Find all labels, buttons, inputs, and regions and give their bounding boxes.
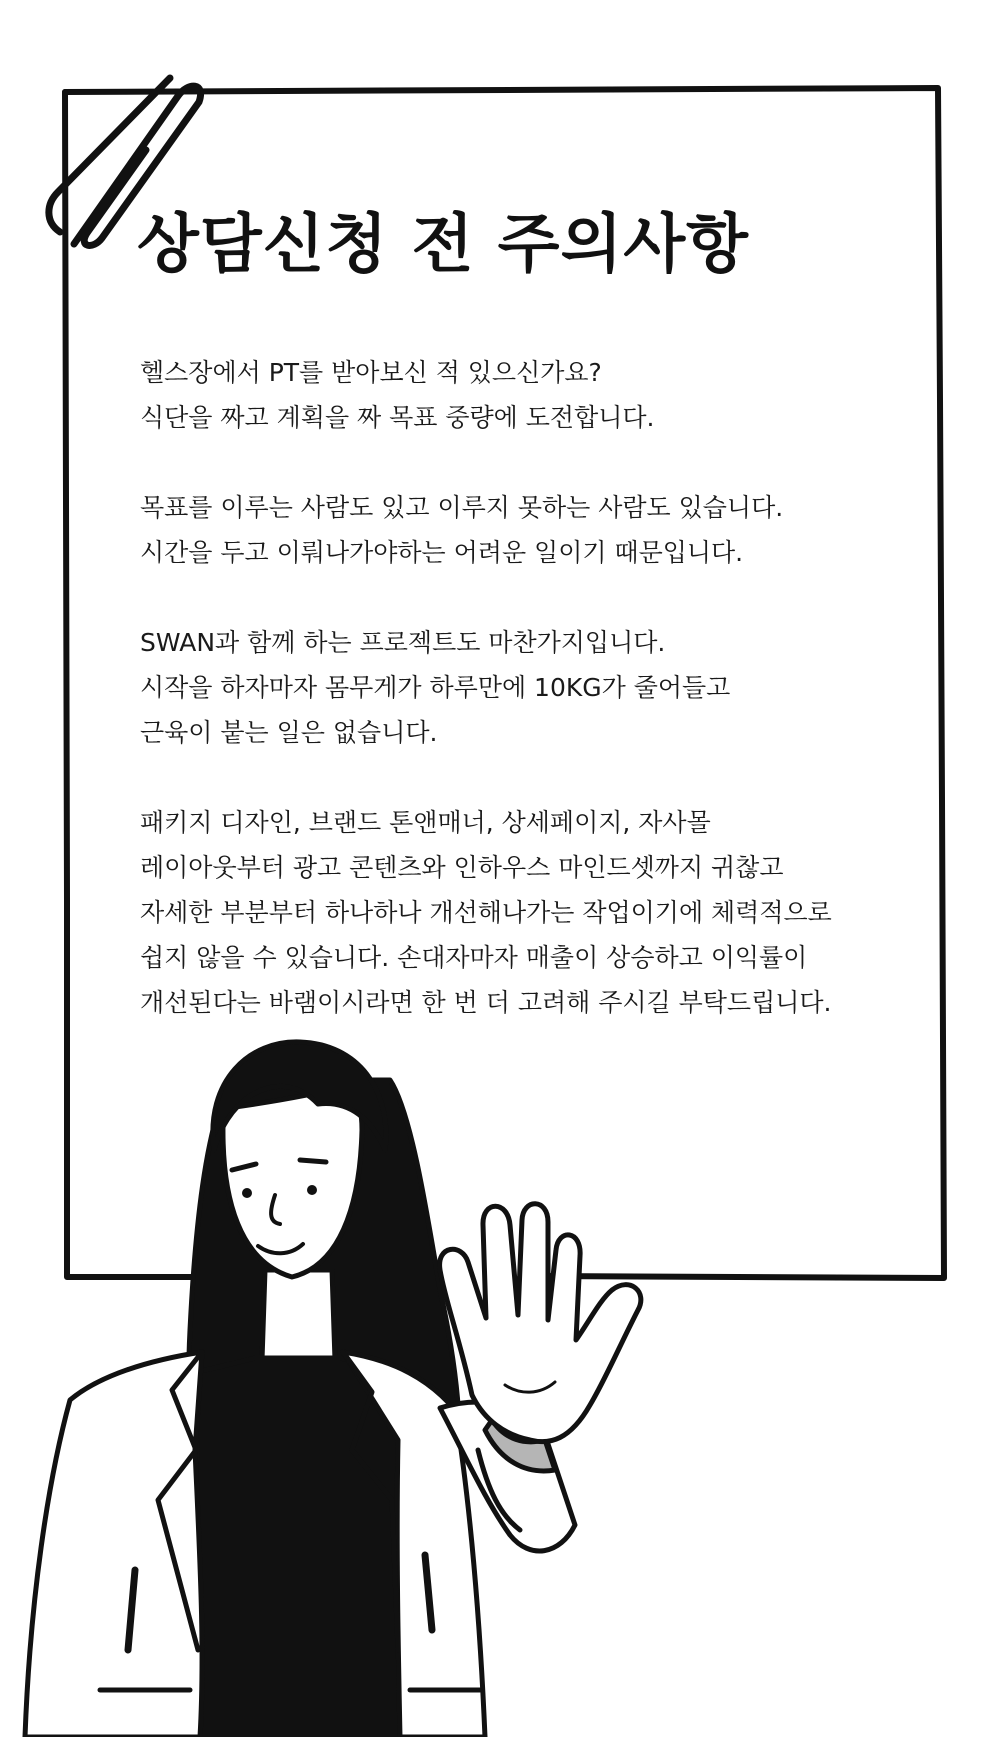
- left-eye: [242, 1188, 252, 1198]
- notice-line: 패키지 디자인, 브랜드 톤앤매너, 상세페이지, 자사몰: [140, 808, 711, 837]
- shirt: [192, 1358, 405, 1737]
- notice-line: 레이아웃부터 광고 콘텐츠와 인하우스 마인드셋까지 귀찮고: [140, 853, 784, 882]
- right-eye: [307, 1185, 317, 1195]
- notice-line: SWAN과 함께 하는 프로젝트도 마찬가지입니다.: [140, 628, 666, 657]
- woman-illustration: [25, 1042, 641, 1737]
- notice-line: 시간을 두고 이뤄나가야하는 어려운 일이기 때문입니다.: [140, 538, 744, 567]
- notice-line: 쉽지 않을 수 있습니다. 손대자마자 매출이 상승하고 이익률이: [140, 943, 808, 972]
- notice-line: 헬스장에서 PT를 받아보신 적 있으신가요?: [140, 358, 602, 387]
- notice-paragraph-4: [140, 800, 832, 1025]
- neck: [262, 1270, 335, 1360]
- jacket-left: [25, 1352, 202, 1737]
- notice-line: 식단을 짜고 계획을 짜 목표 중량에 도전합니다.: [140, 403, 655, 432]
- notice-line: 시작을 하자마자 몸무게가 하루만에 10KG가 줄어들고: [140, 673, 731, 702]
- notice-paragraph-3: [140, 620, 730, 755]
- notice-line: 개선된다는 바램이시라면 한 번 더 고려해 주시길 부탁드립니다.: [140, 988, 832, 1017]
- notice-line: 자세한 부분부터 하나하나 개선해나가는 작업이기에 체력적으로: [140, 898, 832, 927]
- notice-paragraph-1: [140, 350, 654, 440]
- notice-paragraph-2: [140, 485, 783, 575]
- notice-line: 근육이 붙는 일은 없습니다.: [140, 718, 438, 747]
- notice-line: 목표를 이루는 사람도 있고 이루지 못하는 사람도 있습니다.: [140, 493, 784, 522]
- page-title: 상담신청 전 주의사항: [137, 208, 749, 282]
- right-brow: [300, 1160, 326, 1162]
